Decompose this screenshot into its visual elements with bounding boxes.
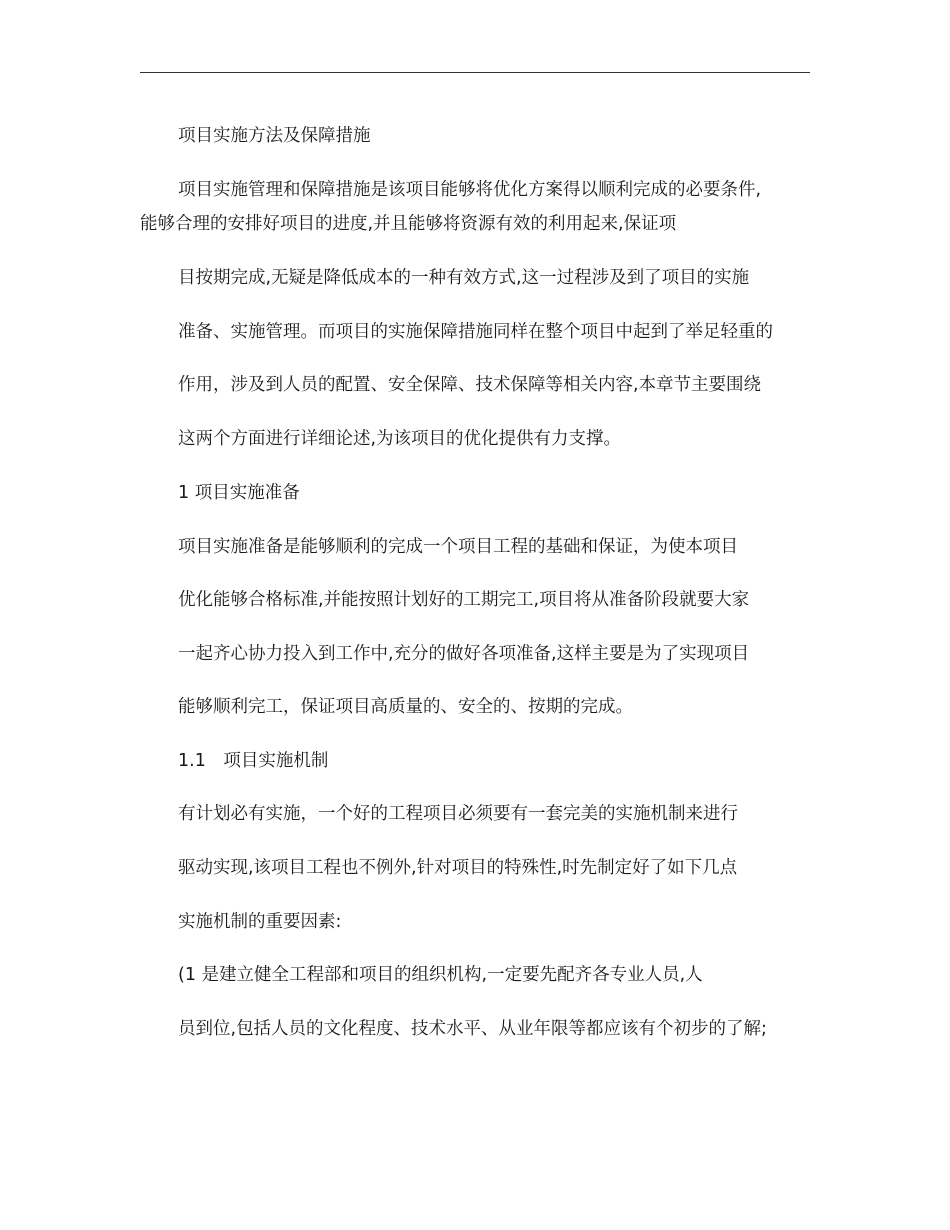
paragraph-line: 这两个方面进行详细论述,为该项目的优化提供有力支撑。 — [178, 429, 622, 449]
section-title: 项目实施方法及保障措施 — [178, 126, 371, 146]
paragraph-line: 优化能够合格标准,并能按照计划好的工期完工,项目将从准备阶段就要大家 — [178, 590, 750, 610]
paragraph-line: 员到位,包括人员的文化程度、技术水平、从业年限等都应该有个初步的了解; — [178, 1019, 767, 1039]
paragraph-line: 能够顺利完工，保证项目高质量的、安全的、按期的完成。 — [178, 697, 633, 717]
paragraph-line: 一起齐心协力投入到工作中,充分的做好各项准备,这样主要是为了实现项目 — [178, 644, 750, 664]
paragraph-line: 有计划必有实施，一个好的工程项目必须要有一套完美的实施机制来进行 — [178, 804, 738, 824]
subsection-heading: 1.1 项目实施机制 — [178, 751, 329, 771]
header-rule — [140, 72, 810, 73]
paragraph-line: 实施机制的重要因素: — [178, 912, 342, 932]
paragraph-line: 能够合理的安排好项目的进度,并且能够将资源有效的利用起来,保证项 — [140, 214, 677, 234]
paragraph-line: (1 是建立健全工程部和项目的组织机构,一定要先配齐各专业人员,人 — [178, 965, 703, 985]
paragraph-line: 准备、实施管理。而项目的实施保障措施同样在整个项目中起到了举足轻重的 — [178, 322, 773, 342]
paragraph-line: 作用，涉及到人员的配置、安全保障、技术保障等相关内容,本章节主要围绕 — [178, 375, 762, 395]
paragraph-line: 目按期完成,无疑是降低成本的一种有效方式,这一过程涉及到了项目的实施 — [178, 268, 750, 288]
paragraph-line: 项目实施管理和保障措施是该项目能够将优化方案得以顺利完成的必要条件, — [178, 180, 762, 200]
paragraph-line: 项目实施准备是能够顺利的完成一个项目工程的基础和保证，为使本项目 — [178, 537, 738, 557]
paragraph-line: 驱动实现,该项目工程也不例外,针对项目的特殊性,时先制定好了如下几点 — [178, 858, 738, 878]
section-heading: 1 项目实施准备 — [178, 483, 300, 503]
